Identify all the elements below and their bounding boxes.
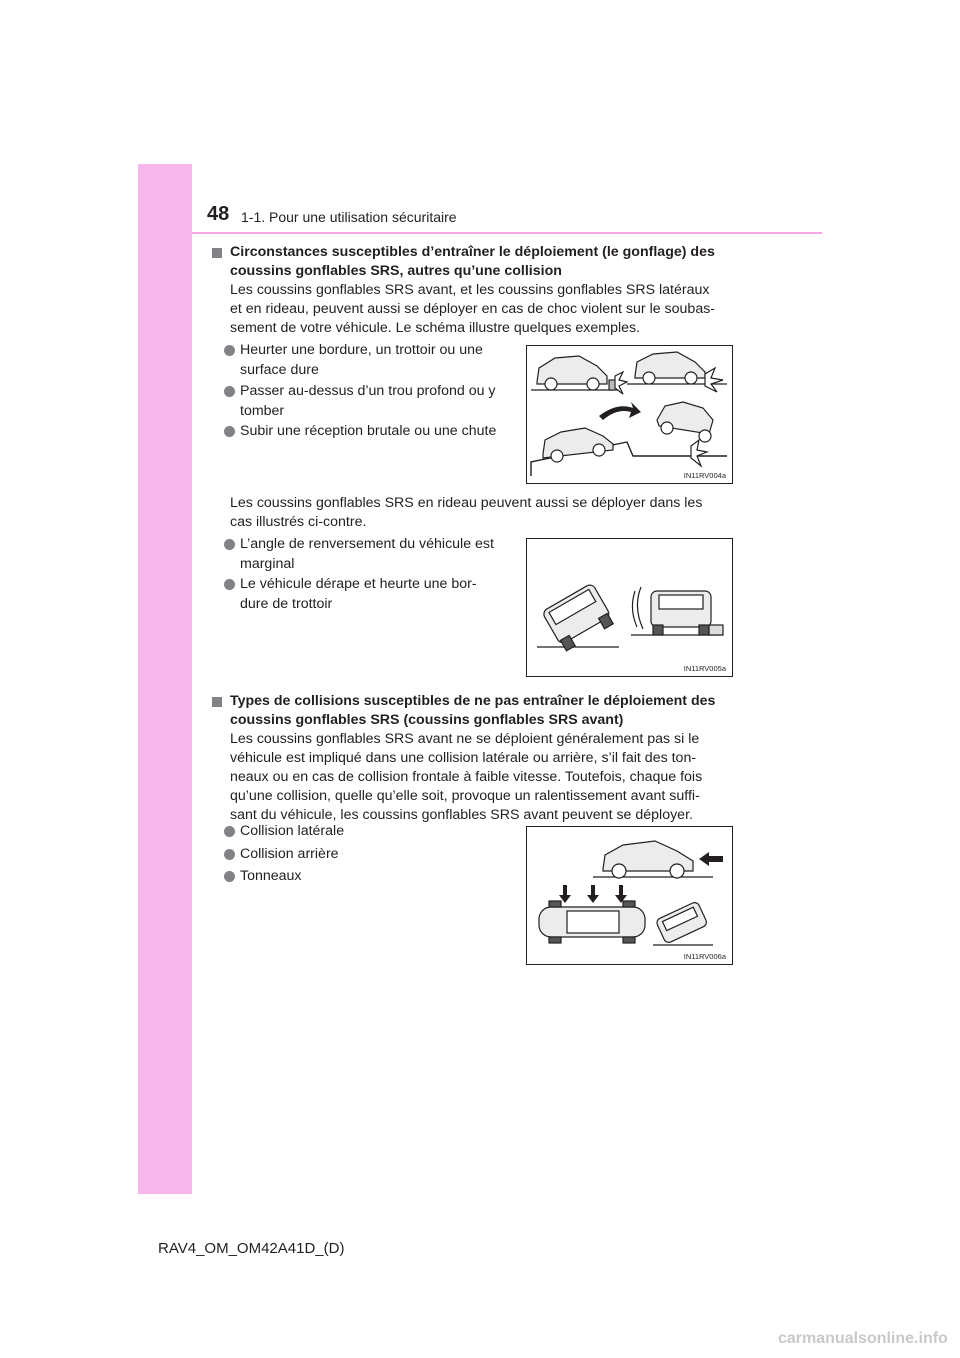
figure-rollover-slide	[526, 538, 733, 677]
section-marker-1	[212, 248, 222, 258]
bullet-dot-icon	[224, 579, 235, 590]
document-code: RAV4_OM_OM42A41D_(D)	[158, 1240, 345, 1257]
bullet-dot-icon	[224, 826, 235, 837]
section-heading-3-line-2: coussins gonflables SRS (coussins gonflables SRS avant)	[230, 712, 624, 728]
bullet-item: Heurter une bordure, un trottoir ou une surface dure	[224, 341, 530, 380]
bullet-item: Collision latérale	[224, 822, 510, 842]
section-2-body-line-2: cas illustrés ci-contre.	[230, 514, 367, 530]
bullet-item: Tonneaux	[224, 867, 510, 887]
section-marker-3	[212, 697, 222, 707]
watermark: carmanualsonline.info	[778, 1330, 948, 1347]
bullet-item: Passer au-dessus d’un trou profond ou y tomber	[224, 382, 530, 421]
bullet-dot-icon	[224, 386, 235, 397]
section-heading-3-line-1: Types de collisions susceptibles de ne pas entraîner le déploiement des	[230, 693, 716, 709]
section-heading-1-line-1: Circonstances susceptibles d’entraîner le déploiement (le gonflage) des	[230, 244, 715, 260]
page-number: 48	[207, 203, 230, 225]
bullet-dot-icon	[224, 849, 235, 860]
bullet-dot-icon	[224, 345, 235, 356]
section-1-body-line-3: sement de votre véhicule. Le schéma illustre quelques exemples.	[230, 320, 641, 336]
section-3-body-line-3: neaux ou en cas de collision frontale à faible vitesse. Toutefois, chaque fois	[230, 769, 703, 785]
figure-underbody-impact	[526, 345, 733, 484]
bullet-dot-icon	[224, 871, 235, 882]
car-impact-illustration	[527, 346, 732, 483]
bullet-item: Collision arrière	[224, 845, 510, 865]
section-3-body-line-4: qu’une collision, quelle qu’elle soit, provoque un ralentissement avant suffi-	[230, 788, 700, 804]
figure-collision-types	[526, 826, 733, 965]
figure-code: IN11RV005a	[683, 664, 726, 673]
pink-sidebar	[138, 164, 192, 1194]
section-1-body-line-2: et en rideau, peuvent aussi se déployer en cas de choc violent sur le soubas-	[230, 301, 716, 317]
bullet-item: L’angle de renversement du véhicule est marginal	[224, 535, 530, 574]
section-heading-1-line-2: coussins gonflables SRS, autres qu’une collision	[230, 263, 562, 279]
bullet-item: Subir une réception brutale ou une chute	[224, 422, 530, 442]
chapter-title: 1-1. Pour une utilisation sécuritaire	[241, 209, 457, 225]
figure-code: IN11RV006a	[683, 952, 726, 961]
section-3-body-line-1: Les coussins gonflables SRS avant ne se déploient généralement pas si le	[230, 731, 700, 747]
section-2-body-line-1: Les coussins gonflables SRS en rideau peuvent aussi se déployer dans les	[230, 495, 703, 511]
bullet-dot-icon	[224, 426, 235, 437]
section-3-body-line-2: véhicule est impliqué dans une collision latérale ou arrière, s’il fait des ton-	[230, 750, 697, 766]
section-3-body-line-5: sant du véhicule, les coussins gonflables SRS avant peuvent se déployer.	[230, 807, 693, 823]
bullet-dot-icon	[224, 539, 235, 550]
bullet-item: Le véhicule dérape et heurte une bor- dure de trottoir	[224, 575, 530, 614]
header-rule	[192, 232, 822, 234]
figure-code: IN11RV004a	[683, 471, 726, 480]
car-rollover-illustration	[527, 539, 732, 676]
section-1-body-line-1: Les coussins gonflables SRS avant, et les coussins gonflables SRS latéraux	[230, 282, 710, 298]
collision-types-illustration	[527, 827, 732, 964]
